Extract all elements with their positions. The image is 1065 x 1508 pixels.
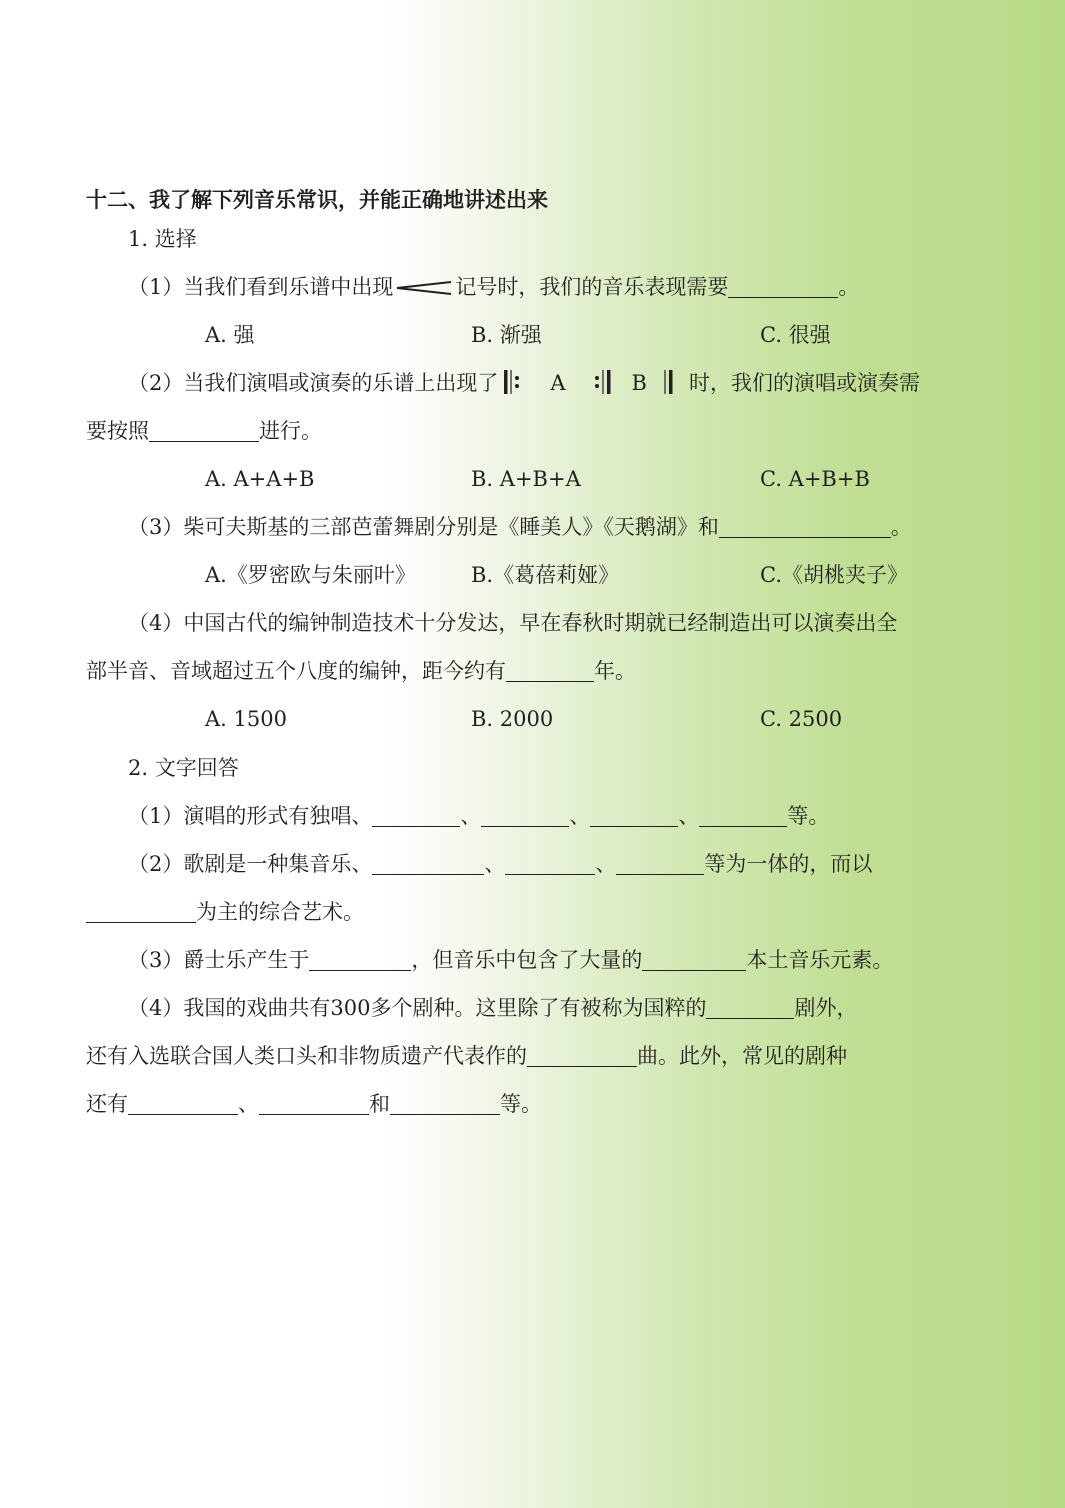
part1-q4-line1: （4）中国古代的编钟制造技术十分发达，早在春秋时期就已经制造出可以演奏出全 (128, 611, 898, 635)
q2-label-b: B (631, 371, 647, 395)
p2q1-blank-4[interactable] (699, 806, 787, 827)
q1-option-b[interactable]: B. 渐强 (471, 323, 542, 347)
p2q2-blank-1[interactable] (372, 854, 484, 875)
part2-q2-line2 (86, 898, 364, 926)
p2q3-end: 本土音乐元素。 (746, 948, 894, 972)
p2q1-prefix: （1）演唱的形式有独唱、 (128, 804, 373, 828)
p2q4-blank-3[interactable] (128, 1094, 238, 1115)
p2q4-line3-and: 和 (369, 1092, 390, 1116)
p2q1-sep: 、 (569, 804, 591, 828)
q1-answer-blank[interactable] (728, 277, 838, 298)
q4-answer-blank[interactable] (506, 661, 594, 682)
q1-option-a[interactable]: A. 强 (205, 323, 255, 347)
p2q4-line3-sep: 、 (238, 1092, 259, 1116)
repeat-end-icon (592, 369, 614, 395)
q2-option-a[interactable]: A. A+A+B (205, 467, 315, 491)
part2-q2-line1 (128, 850, 872, 878)
part2-heading: 2. 文字回答 (128, 756, 239, 780)
p2q1-end: 等。 (787, 804, 830, 828)
part1-q2-line2 (86, 417, 322, 445)
q3-answer-blank[interactable] (719, 517, 891, 538)
p2q4-line1-end: 剧外， (794, 996, 858, 1020)
p2q2-sep: 、 (484, 852, 506, 876)
part2-q4-line2 (86, 1042, 847, 1070)
q4-line2-prefix: 部半音、音域超过五个八度的编钟，距今约有 (86, 659, 506, 683)
q2-prefix: （2）当我们演唱或演奏的乐谱上出现了 (128, 371, 499, 395)
q1-middle: 记号时，我们的音乐表现需要 (455, 275, 729, 299)
q3-option-b[interactable]: B.《葛蓓莉娅》 (471, 563, 620, 587)
q4-line2-end: 年。 (594, 659, 636, 683)
p2q2-sep: 、 (595, 852, 617, 876)
p2q2-blank-4[interactable] (86, 902, 196, 923)
p2q4-line2-end: 曲。此外，常见的剧种 (637, 1044, 847, 1068)
q2-option-b[interactable]: B. A+B+A (471, 467, 581, 491)
p2q1-sep: 、 (460, 804, 482, 828)
p2q3-blank-1[interactable] (309, 950, 411, 971)
p2q3-middle: ，但音乐中包含了大量的 (411, 948, 643, 972)
p2q1-blank-3[interactable] (590, 806, 678, 827)
q2-suffix: 时，我们的演唱或演奏需 (688, 371, 920, 395)
q1-end: 。 (838, 275, 860, 299)
p2q3-prefix: （3）爵士乐产生于 (128, 948, 310, 972)
final-barline-icon (663, 369, 675, 395)
repeat-start-icon (502, 369, 524, 395)
p2q1-blank-2[interactable] (481, 806, 569, 827)
p2q4-blank-4[interactable] (259, 1094, 369, 1115)
p2q2-suffix: 等为一体的，而以 (704, 852, 873, 876)
q2-answer-blank[interactable] (149, 421, 259, 442)
part2-q3-line (128, 946, 893, 974)
part1-q1-line (128, 273, 859, 301)
part1-q2-line (128, 369, 920, 397)
part1-heading: 1. 选择 (128, 227, 197, 251)
p2q2-prefix: （2）歌剧是一种集音乐、 (128, 852, 373, 876)
p2q4-line3-prefix: 还有 (86, 1092, 128, 1116)
q3-option-a[interactable]: A.《罗密欧与朱丽叶》 (205, 563, 416, 587)
q3-prefix: （3）柴可夫斯基的三部芭蕾舞剧分别是《睡美人》《天鹅湖》和 (128, 515, 719, 539)
section-title: 十二、我了解下列音乐常识，并能正确地讲述出来 (86, 188, 548, 212)
crescendo-icon (395, 280, 453, 296)
p2q2-line2-end: 为主的综合艺术。 (196, 900, 364, 924)
part1-q4-line2 (86, 657, 636, 685)
p2q4-blank-5[interactable] (390, 1094, 500, 1115)
part1-q3-line (128, 513, 912, 541)
p2q4-line1-prefix: （4）我国的戏曲共有300多个剧种。这里除了有被称为国粹的 (128, 996, 707, 1020)
p2q4-line3-end: 等。 (500, 1092, 542, 1116)
part2-q1-line (128, 802, 829, 830)
p2q3-blank-2[interactable] (642, 950, 746, 971)
q1-option-c[interactable]: C. 很强 (760, 323, 831, 347)
q4-option-a[interactable]: A. 1500 (205, 707, 287, 731)
q4-option-c[interactable]: C. 2500 (760, 707, 843, 731)
p2q1-sep: 、 (678, 804, 700, 828)
part2-q4-line1 (128, 994, 857, 1022)
q2-line2-prefix: 要按照 (86, 419, 149, 443)
q2-line2-end: 进行。 (259, 419, 322, 443)
q2-option-c[interactable]: C. A+B+B (760, 467, 870, 491)
p2q2-blank-2[interactable] (505, 854, 595, 875)
q3-end: 。 (890, 515, 912, 539)
q3-option-c[interactable]: C.《胡桃夹子》 (760, 563, 908, 587)
p2q4-line2-prefix: 还有入选联合国人类口头和非物质遗产代表作的 (86, 1044, 527, 1068)
q4-option-b[interactable]: B. 2000 (471, 707, 554, 731)
p2q4-blank-2[interactable] (527, 1046, 637, 1067)
q1-prefix: （1）当我们看到乐谱中出现 (128, 275, 394, 299)
part2-q4-line3 (86, 1090, 542, 1118)
p2q4-blank-1[interactable] (706, 998, 794, 1019)
p2q1-blank-1[interactable] (372, 806, 460, 827)
q2-label-a: A (550, 371, 566, 395)
p2q2-blank-3[interactable] (616, 854, 704, 875)
